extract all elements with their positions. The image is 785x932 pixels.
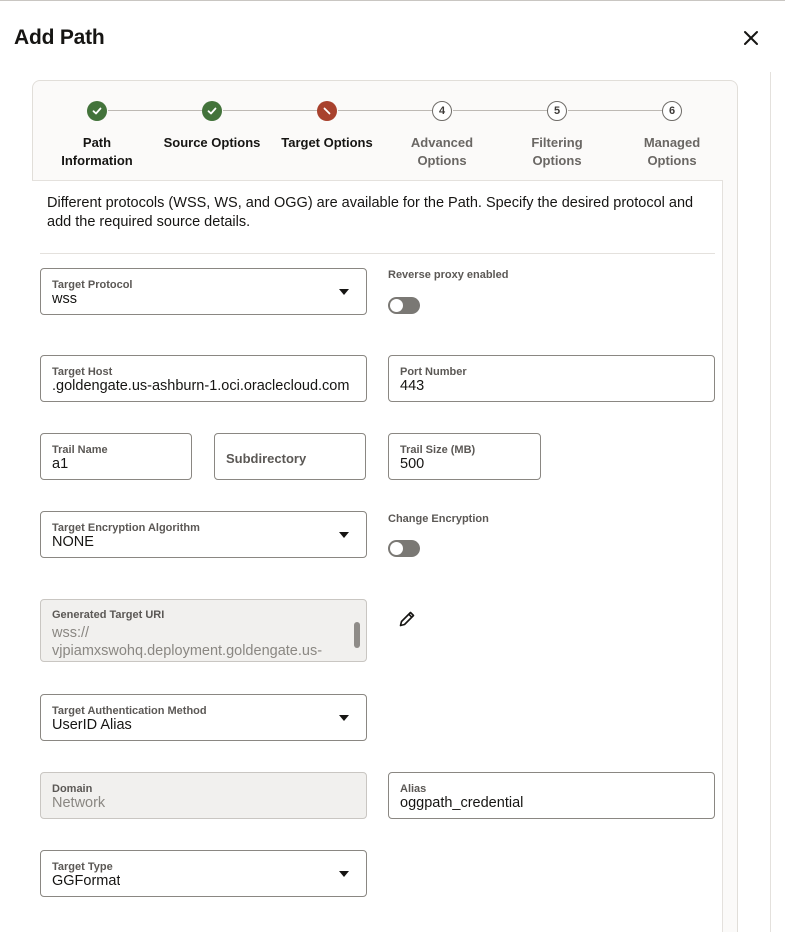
reverse-proxy-label: Reverse proxy enabled bbox=[388, 269, 509, 281]
reverse-proxy-toggle[interactable] bbox=[388, 297, 420, 314]
change-encryption-label: Change Encryption bbox=[388, 513, 489, 525]
check-icon bbox=[87, 101, 107, 121]
chevron-down-icon bbox=[339, 715, 349, 721]
step-label-line: Options bbox=[647, 153, 697, 168]
toggle-knob bbox=[390, 299, 403, 312]
authentication-method-select[interactable] bbox=[40, 694, 367, 741]
alias-input[interactable] bbox=[388, 772, 715, 819]
trail-size-input[interactable] bbox=[388, 433, 541, 480]
section-divider bbox=[40, 253, 715, 254]
pencil-icon[interactable] bbox=[397, 609, 417, 629]
field-value: a1 bbox=[52, 456, 69, 472]
dialog-right-divider bbox=[770, 72, 771, 932]
change-encryption-toggle[interactable] bbox=[388, 540, 420, 557]
step-managed-options[interactable] bbox=[622, 101, 722, 170]
field-value: Network bbox=[52, 795, 106, 811]
generated-target-uri-field[interactable] bbox=[40, 599, 367, 662]
step-number: 6 bbox=[662, 101, 682, 121]
domain-field bbox=[40, 772, 367, 819]
encryption-algorithm-select[interactable] bbox=[40, 511, 367, 558]
target-type-select[interactable] bbox=[40, 850, 367, 897]
port-number-input[interactable] bbox=[388, 355, 715, 402]
field-label: Trail Size (MB) bbox=[400, 444, 476, 456]
field-value: 500 bbox=[400, 456, 425, 472]
step-path-information[interactable] bbox=[47, 101, 147, 170]
field-placeholder: Subdirectory bbox=[226, 451, 307, 466]
field-label: Trail Name bbox=[52, 444, 108, 456]
step-label bbox=[392, 134, 492, 170]
step-number: 5 bbox=[547, 101, 567, 121]
in-progress-icon bbox=[317, 101, 337, 121]
step-label-line: Managed bbox=[643, 135, 701, 150]
step-label: Path Information bbox=[61, 135, 133, 168]
uri-line: vjpiamxswohq.deployment.goldengate.us- bbox=[52, 643, 323, 659]
step-description: Different protocols (WSS, WS, and OGG) are available for the Path. Specify the desired protocol and add the required source details. bbox=[47, 195, 694, 230]
check-icon bbox=[202, 101, 222, 121]
field-label: Target Type bbox=[52, 861, 113, 873]
step-label bbox=[622, 134, 722, 170]
step-source-options[interactable] bbox=[162, 101, 262, 152]
step-label: Filtering Options bbox=[531, 135, 583, 168]
target-protocol-select[interactable] bbox=[40, 268, 367, 315]
chevron-down-icon bbox=[339, 532, 349, 538]
field-value bbox=[52, 624, 347, 660]
field-value: UserID Alias bbox=[52, 717, 132, 733]
field-value: wss bbox=[52, 291, 77, 307]
dialog-title: Add Path bbox=[14, 26, 105, 49]
field-label: Generated Target URI bbox=[52, 609, 165, 621]
toggle-knob bbox=[390, 542, 403, 555]
field-label: Port Number bbox=[400, 366, 467, 378]
field-value: oggpath_credential bbox=[400, 795, 524, 811]
trail-name-input[interactable] bbox=[40, 433, 192, 480]
step-label-line: Options bbox=[417, 153, 467, 168]
step-filtering-options[interactable] bbox=[507, 101, 607, 170]
step-label: Source Options bbox=[163, 135, 261, 150]
field-label: Target Encryption Algorithm bbox=[52, 522, 200, 534]
target-host-input[interactable] bbox=[40, 355, 367, 402]
step-label-line: Advanced bbox=[410, 135, 474, 150]
field-label: Target Protocol bbox=[52, 279, 133, 291]
subdirectory-input[interactable] bbox=[214, 433, 366, 480]
field-value: 443 bbox=[400, 378, 425, 394]
step-label: Target Options bbox=[281, 135, 373, 150]
close-icon[interactable] bbox=[739, 27, 763, 49]
uri-line: wss:// bbox=[52, 625, 90, 641]
scrollbar-thumb[interactable] bbox=[354, 622, 360, 648]
chevron-down-icon bbox=[339, 871, 349, 877]
step-number: 4 bbox=[432, 101, 452, 121]
step-target-options[interactable] bbox=[277, 101, 377, 152]
field-value: NONE bbox=[52, 534, 94, 550]
field-value: .goldengate.us-ashburn-1.oci.oraclecloud.com bbox=[52, 378, 350, 394]
field-label: Domain bbox=[52, 783, 93, 795]
step-train bbox=[32, 80, 738, 180]
field-value: GGFormat bbox=[52, 873, 121, 889]
chevron-down-icon bbox=[339, 289, 349, 295]
step-advanced-options[interactable] bbox=[392, 101, 492, 170]
field-label: Alias bbox=[400, 783, 427, 795]
field-label: Target Host bbox=[52, 366, 113, 378]
field-label: Target Authentication Method bbox=[52, 705, 207, 717]
